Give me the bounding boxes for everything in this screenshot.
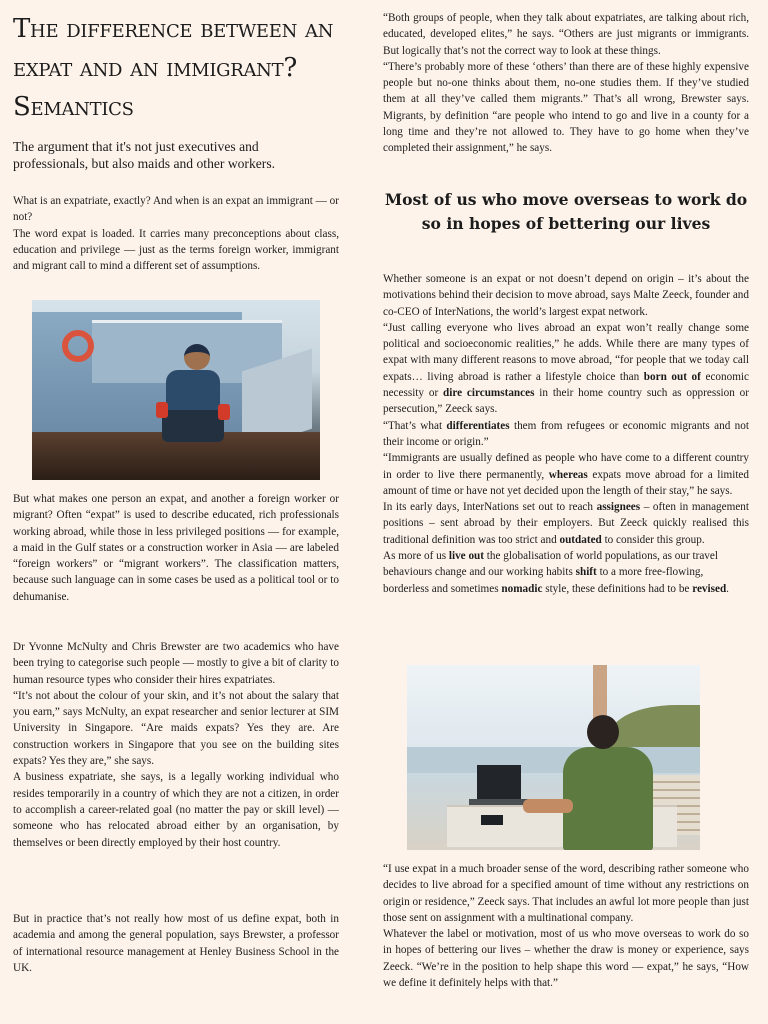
intro-paragraph-2: The word expat is loaded. It carries many preconceptions about class, education and privilege — just as the terms foreign worker, immigrant and migrant call to mind a different set of assumptions. bbox=[13, 227, 339, 273]
others-paragraph: “There’s probably more of these ‘others’ than there are of these highly expensive people but no-one thinks about them, no-one studies them. If they’ve studied them at all they’ve called them migrants.” That’s all wrong, Brewster says. Migrants, by definition “are people who intend to go and live in a county for a long time and they’re not allowed to. They have to go home when they’ve completed their assignment,” he says. bbox=[383, 60, 749, 155]
article-subtitle: The argument that it's not just executives and professionals, but also maids and other workers. bbox=[13, 139, 276, 171]
worker-figure bbox=[152, 344, 230, 444]
brewster-block bbox=[383, 10, 749, 157]
differentiates-paragraph: “That’s what differentiates them from refugees or economic migrants and not their income or origin.” bbox=[383, 419, 749, 448]
calling-paragraph: “Just calling everyone who lives abroad an expat won’t really change some political and socioeconomic realities,” he adds. While there are many types of expat with many different reasons to move abroad, “for people that we today call expats… living abroad is rather a lifestyle choice than born out of economic necessity or dire circumstances in their home country such as oppression or persecution,” Zeeck says. bbox=[383, 321, 749, 416]
globalisation-paragraph: As more of us live out the globalisation of world populations, as our travel behaviours change and our working habits shift to a more free-flowing, borderless and sometimes nomadic style, these definitions had to be revised. bbox=[383, 550, 729, 595]
business-expatriate-paragraph: A business expatriate, she says, is a legally working individual who resides temporarily in a country of which they are not a citizen, in order to accomplish a career-related goal (no matter the pay or skill level) — someone who has relocated abroad either by an organisation, by themselves or been directly employed by their host country. bbox=[13, 771, 339, 849]
classification-paragraph: But what makes one person an expat, and another a foreign worker or migrant? Often “expat” is used to describe educated, rich professionals working abroad, while those in less privileged positions — for example, a maid in the Gulf states or a construction worker in Asia — are labeled “foreign workers” or “migrant workers”. The classification matters, because such language can in some cases be used as a political tool or to dehumanise. bbox=[13, 493, 339, 603]
zeeck-block bbox=[383, 271, 749, 597]
pull-quote: Most of us who move overseas to work do so in hopes of bettering our lives bbox=[384, 190, 748, 233]
academics-paragraph: Dr Yvonne McNulty and Chris Brewster are two academics who have been trying to categorise such people — mostly to give a bit of clarity to human resource types who consider their hires expatriates. bbox=[13, 641, 339, 686]
early-days-paragraph: In its early days, InterNations set out to reach assignees – often in management positions – sent abroad by their employers. But Zeeck quickly realised this traditional definition was too strict and outdated to consider this group. bbox=[383, 501, 749, 546]
intro-paragraph-1: What is an expatriate, exactly? And when is an expat an immigrant — or not? bbox=[13, 195, 339, 224]
worker-on-ship-photo bbox=[32, 300, 320, 480]
groups-paragraph: “Both groups of people, when they talk about expatriates, are talking about rich, educated, developed elites,” he says. “Others are just migrants or immigrants. But logically that’s not the correct way to look at these things. bbox=[383, 12, 749, 57]
closing-block bbox=[383, 861, 749, 991]
laptop bbox=[477, 765, 521, 799]
practice-paragraph: But in practice that’s not really how most of us define expat, both in academia and among the general population, says Brewster, a professor of international resource management at Henley Business School in the UK. bbox=[13, 913, 339, 974]
intro-block bbox=[13, 193, 339, 274]
whatever-paragraph: Whatever the label or motivation, most of us who move overseas to work do so in hopes of bettering our lives – whether the draw is money or experience, says Zeeck. “We’re in the position to help shape this word — expat,” he says, “How we define it definitely helps with that.” bbox=[383, 928, 749, 990]
laptop-worker-photo bbox=[407, 665, 700, 850]
phone bbox=[481, 815, 503, 825]
article-title: The difference between an expat and an immigrant? Semantics bbox=[13, 14, 334, 122]
mcnulty-quote-paragraph: “It’s not about the colour of your skin, and it’s not about the salary that you earn,” says McNulty, an expat researcher and senior lecturer at SIM University in Singapore. “Are maids expats? Yes they are. Are construction workers in Singapore that you see on the building sites expats? Yes they are,” she says. bbox=[13, 689, 339, 768]
use-expat-paragraph: “I use expat in a much broader sense of the word, describing rather someone who decides to live abroad for a specified amount of time without any restrictions on origin or residence,” Zeeck says. That includes an awful lot more people than just those sent on assignment with a multinational company. bbox=[383, 863, 749, 924]
life-ring bbox=[62, 330, 94, 362]
immigrants-paragraph: “Immigrants are usually defined as people who have come to a different country in order to live there permanently, whereas expats move abroad for a limited amount of time or have not yet decided upon the length of their stay,” he says. bbox=[383, 452, 749, 497]
person-figure bbox=[547, 715, 657, 850]
academics-block bbox=[13, 639, 339, 851]
origin-paragraph: Whether someone is an expat or not doesn’t depend on origin – it’s about the motivations behind their decision to move abroad, says Malte Zeeck, founder and co-CEO of InterNations, the world’s largest expat network. bbox=[383, 273, 749, 318]
